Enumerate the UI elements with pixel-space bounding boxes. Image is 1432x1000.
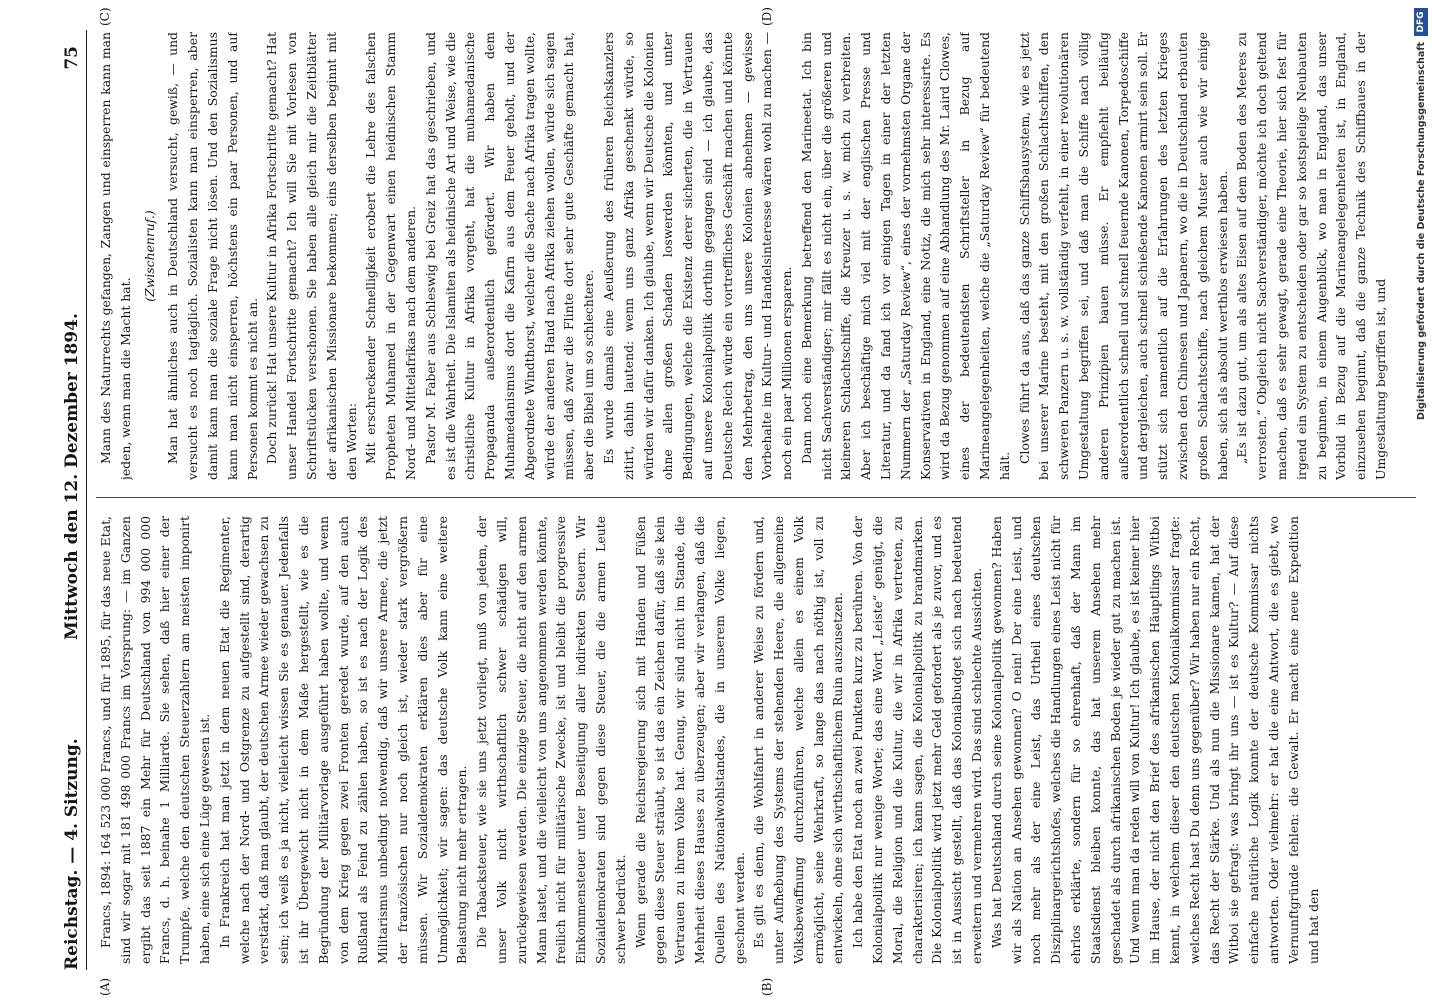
quoted-paragraph: Mit erschreckender Schnelligkeit erobert die Lehre des falschen Propheten Muhamed in der Gegenwart einen heidnischen Stamm Nord- und Mittelafrikas nach dem anderen. [363,32,418,480]
margin-marker-d: (D) [760,7,774,26]
header-title: Reichstag. — 4. Sitzung. [62,738,82,970]
paragraph: Was hat Deutschland durch seine Kolonialpolitik gewonnen? Haben wir als Nation an Ansehen gewonnen? O nein! Der eine Leist, und noch mehr als der eine Leist, das Urtheil eines deutschen Disziplinargerichtshofes, welches die Handlungen eines Leist nicht für ehrlos erklärte, sondern für so ehrenhaft, daß der Mann im Staatsdienst bleiben konnte, das hat unserem Ansehen mehr geschadet als durch afrikanischen Boden je wieder gut zu machen ist. Und wenn man da reden will von Kultur! Ich glaube, es ist keiner hier im Hause, der nicht den Brief des afrikanischen Häuptlings Witboi kennt, in welchem dieser den deutschen Kolonialkommissar fragte: welches Recht hast Du denn uns gegenüber? Wir haben nur ein Recht, das Recht der Stärke. Und als nun die Missionare kamen, hat der Witboi sie gefragt: was bringt ihr uns — ist es Kultur? — Auf diese einfache natürliche Logik konnte der deutsche Kommissar nichts antworten. Oder vielmehr: er hat die eine Antwort, die es giebt, wo Vernunftgründe fehlen: die Gewalt. Er macht eine neue Expedition und hat den [988,516,1321,964]
header-date: Mittwoch den 12. Dezember 1894. [62,313,82,640]
paragraph: Wenn gerade die Reichsregierung sich mit Händen und Füßen gegen diese Steuer sträubt, so ist das ein Zeichen dafür, daß sie kein Vertrauen zu ihrem Volke hat. Genug, wir sind nicht im Stande, die Mehrheit dieses Hauses zu überzeugen; aber wir verlangen, daß die Quellen des Nationalwohlstandes, die in unserem Volke liegen, geschont werden. [632,516,747,964]
margin-marker-a: (A) [98,977,112,996]
paragraph: Es gilt es denn, die Wohlfahrt in anderer Weise zu fördern und, unter Aufhebung des Systems der stehenden Heere, die allgemeine Volksbewaffnung durchzuführen, welche allein es einem Volk ermöglicht, seine Wehrkraft, so lange das nach nöthig ist, voll zu entwickeln, ohne sich wirthschaftlichem Ruin auszusetzen. [751,516,846,964]
digitization-footer [1412,0,1432,1000]
paragraph: Clowes führt da aus, daß das ganze Schiffsbausystem, wie es jetzt bei unserer Marine besteht, mit den großen Schlachtschiffen, den schweren Panzern u. s. w. vollständig verfehlt, in einer revolutionären Umgestaltung begriffen sei, und daß man die Schiffe nach völlig anderen Prinzipien bauen müsse. Er empfiehlt beiläufig außerordentlich schnell und schnell feuernde Kanonen, Torpedoschiffe und dergleichen, auch schnell schießende Kanonen armirt sein soll. Er stützt sich namentlich auf die Erfahrungen des letzten Krieges zwischen den Chinesen und Japanern, wo die in Deutschland erbauten großen Schlachtschiffe, nach gleichem Muster auch wie wir einige haben, sich als absolut werthlos erwiesen haben. [1016,32,1230,480]
right-column [96,32,1426,480]
page-header [58,30,87,970]
left-column [96,516,1426,964]
margin-marker-c: (C) [98,7,112,26]
paragraph: Die Tabacksteuer, wie sie uns jetzt vorliegt, muß von jedem, der unser Volk nicht wirthschaftlich schwer schädigen will, zurückgewiesen werden. Die einzige Steuer, die nicht auf den armen Mann lastet, und die vielleicht von uns angenommen werden könnte, freilich nicht für militärische Zwecke, ist und bleibt die progressive Einkommensteuer unter Beseitigung aller indirekten Steuern. Wir Sozialdemokraten sind gegen diese Steuer, die die armen Leute schwer bedrückt. [474,516,628,964]
paragraph: „Es ist dazu gut, um als altes Eisen auf dem Boden des Meeres zu verrosten.“ Obgleich nicht Sachverständiger, möchte ich doch geltend machen, daß es sehr gewagt, gerade eine Theorie, hier sich fest für irgend ein System zu entscheiden oder gar so kostspielige Neubauten zu beginnen, in einem Augenblick, wo man in England, das unser Vorbild in Bezug auf die Marineangelegenheiten ist, in England, einzusehen beginnt, daß die ganze Technik des Schiffbaues in der Umgestaltung begriffen ist, und [1234,32,1388,480]
paragraph: Francs, 1894: 164 523 000 Francs, und für 1895, für das neue Etat, sind wir sogar mit 181 498 000 Francs im Vorsprung: — im Ganzen ergibt das seit 1887 ein Mehr für Deutschland von 994 000 000 Francs, d. h. beinahe 1 Milliarde. Sie sehen, daß hier einer der Trumpfe, welche den deutschen Steuerzahlern am meisten imponirt haben, eine sich eine Lüge gewesen ist. [98,516,212,964]
margin-marker-b: (B) [760,977,774,996]
page-number: 75 [62,46,82,70]
paragraph: Ich habe den Etat noch an zwei Punkten kurz zu berühren. Von der Kolonialpolitik nur wenige Worte; das eine Wort „Leiste“ genügt, die Moral, die Religion und die Kultur, die wir in Afrika vertreten, zu charakterisiren; ich kann sagen, die Kolonialpolitik zu brandmarken. Die Kolonialpolitik wird jetzt mehr Geld gefordert als je zuvor, und es ist in Aussicht gestellt, daß das Kolonialbudget sich nach bedeutend erweitern und vermehren wird. Das sind schlechte Aussichten. [850,516,985,964]
footer-credit: Digitalisierung gefördert durch die Deutsche Forschungsgemeinschaft [1416,42,1427,420]
interjection: (Zwischenruf.) [141,210,157,302]
paragraph: Es wurde damals eine Aeußerung des früheren Reichskanzlers zitirt, dahin lautend: wenn uns ganz Afrika geschenkt würde, so würden wir dafür danken. Ich glaube, wenn wir Deutsche die Kolonien ohne allen großen Schaden loswerden könnten, und unter Bedingungen, welche die Existenz derer sicherten, die in Vertrauen auf unsere Kolonialpolitik dorthin gegangen sind — ich glaube, das Deutsche Reich würde ein vortreffliches Geschäft machen und könnte den Mehrbetrag, den uns unsere Kolonien abnehmen — gewisse Vorbehalte im Kultur- und Handelsinteresse wären wohl zu machen — noch ein paar Millionen ersparen. [600,32,795,480]
paragraph: Mann des Naturrechts gefangen, Zangen und einsperren kann man jeden, wenn man die Macht hat. [98,32,133,480]
paragraph: Pastor M. Faber aus Schleswig bei Greiz hat das geschrieben, und es ist die Wahrheit. Die Islamiten als heidnische Art und Weise, wie die christliche Kultur in Afrika vorgeht, hat die muhamedanische Propaganda außerordentlich gefördert. Wir haben dem Muhamedanismus dort die Kafirn aus dem Feuer geholt, und der Abgeordnete Windthorst, welcher die Sache nach Afrika tragen wollte, würde der anderen Hand nach Afrika ziehen wollen, würde sich sagen müssen, daß zwar die Flinte dort sehr gute Geschäfte gemacht hat, aber die Bibel um so schlechtere. [422,32,597,480]
dfg-logo: DFG [1414,8,1428,36]
paragraph: Doch zurück! Hat unsere Kultur in Afrika Fortschritte gemacht? Hat unser Handel Fortschritte gemacht? Ich will Sie mit Vorlesen von Schriftstücken verschonen. Sie haben alle gleich mir die Zeitblätter der afrikanischen Missionare bekommen; eins derselben beginnt mit den Worten: [264,32,359,480]
column-divider [96,497,1416,498]
paragraph: Dann noch eine Bemerkung betreffend den Marineetat. Ich bin nicht Sachverständiger; mir fällt es nicht ein, über die größeren und kleineren Schlachtschiffe, die Kreuzer u. s. w. mich zu verbreiten. Aber ich beschäftige mich viel mit der englischen Presse und Literatur, und da fand ich vor einigen Tagen in einer der letzten Nummern der „Saturday Review“, eines der vornehmsten Organe der Konservativen in England, eine Notiz, die mich sehr interessirte. Es wird da Bezug genommen auf eine Abhandlung des Mr. Laird Clowes, eines der bedeutendsten Schriftsteller in Bezug auf Marineangelegenheiten, welche die „Saturday Review“ für bedeutend hält. [798,32,1012,480]
paragraph: Man hat ähnliches auch in Deutschland versucht, gewiß, — und versucht es noch tagtäglich. Sozialisten kann man einsperren, aber damit kann man die soziale Frage nicht lösen. Und den Sozialismus kann man nicht einsperren, höchstens ein paar Personen, und auf Personen kommt es nicht an. [165,32,260,480]
paragraph: In Frankreich hat man jetzt in dem neuen Etat die Regimenter, welche nach der Nord- und Ostgrenze zu aufgestellt sind, derartig verstärkt, daß man glaubt, der deutschen Armee wieder gewachsen zu sein; ich weiß es ja nicht, vielleicht wissen Sie es genauer. Jedenfalls ist ihr Übergewicht nicht in dem Maße hergestellt, wie es die Begründung der Militärvorlage ausgeführt haben wollte, und wenn von dem Krieg gegen zwei Fronten geredet wurde, auf den auch Rußland als Feind zu zählen haben, so ist es nach der Logik des Militarismus unbedingt notwendig, daß wir unsere Armee, die jetzt der französischen nur noch gleich ist, wieder stark vergrößern müssen. Wir Sozialdemokraten erklären dies aber für eine Unmöglichkeit; wir sagen: das deutsche Volk kann eine weitere Belastung nicht mehr ertragen. [216,516,470,964]
